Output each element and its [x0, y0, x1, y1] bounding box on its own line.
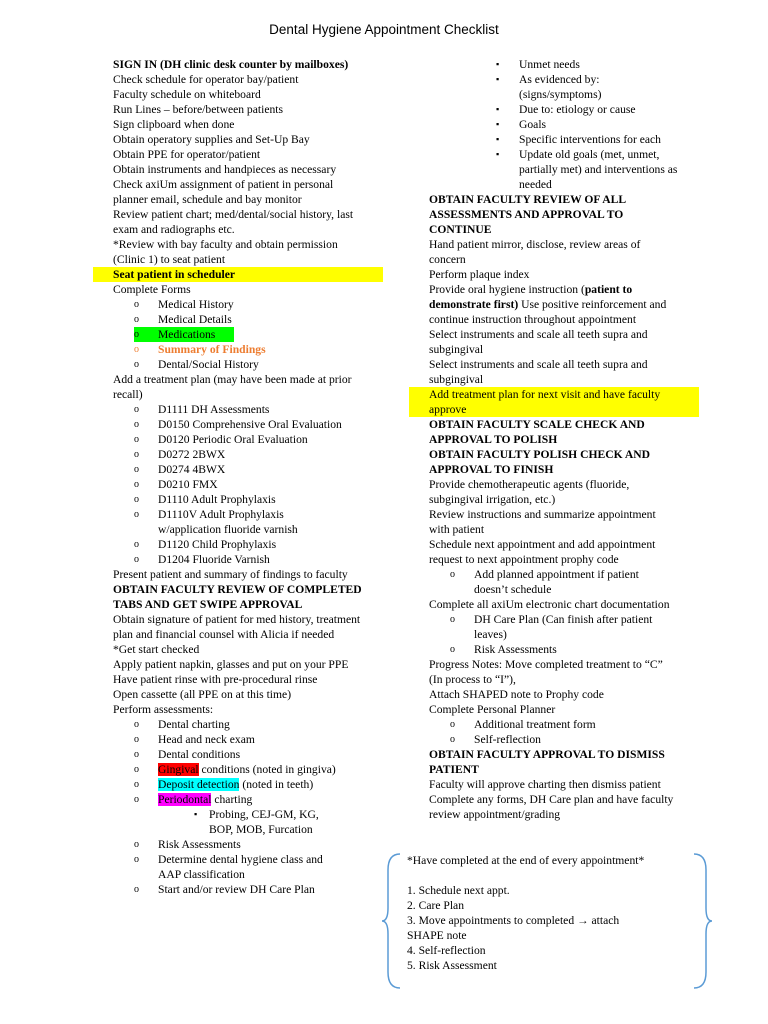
assess-item: o Determine dental hygiene class and AAP classification: [134, 853, 323, 881]
code-item: o D0120 Periodic Oral Evaluation: [134, 433, 308, 446]
attach-shaped-step: Attach SHAPED note to Prophy code: [429, 688, 604, 701]
form-item: o Medical Details: [134, 313, 232, 326]
summary-heading: *Have completed at the end of every appointment*: [407, 854, 645, 867]
plaque-step: Perform plaque index: [429, 268, 530, 281]
left-column: [113, 57, 363, 897]
apply-napkin-step: Apply patient napkin, glasses and put on your PPE: [113, 658, 349, 671]
circle-bullet-icon: o: [134, 329, 139, 340]
personal-planner-step: Complete Personal Planner: [429, 703, 556, 716]
circle-bullet-icon: o: [134, 479, 139, 490]
circle-bullet-icon: o: [134, 419, 139, 430]
code-item: o D1110 Adult Prophylaxis: [134, 493, 276, 506]
right-brace-icon: [690, 852, 714, 990]
circle-bullet-icon: o: [450, 614, 455, 625]
assess-item: o Head and neck exam: [134, 733, 255, 746]
dismiss-heading: OBTAIN FACULTY APPROVAL TO DISMISS PATIENT: [429, 748, 665, 776]
complete-forms-step: Complete any forms, DH Care plan and have faculty review appointment/grading: [429, 793, 674, 821]
summary-item: 4. Self-reflection: [407, 944, 486, 957]
complete-axium-step: Complete all axiUm electronic chart documentation: [429, 598, 670, 611]
code-item: o D0272 2BWX: [134, 448, 226, 461]
chemo-step: Provide chemotherapeutic agents (fluoride, subgingival irrigation, etc.): [429, 478, 630, 506]
assess-item: o Periodontal charting: [134, 793, 253, 806]
review-assessments-heading: OBTAIN FACULTY REVIEW OF ALL ASSESSMENTS AND APPROVAL TO CONTINUE: [429, 193, 626, 236]
circle-bullet-icon: o: [450, 734, 455, 745]
assess-item: o Deposit detection (noted in teeth): [134, 778, 314, 791]
sign-in-heading: SIGN IN (DH clinic desk counter by mailboxes): [113, 58, 349, 71]
perform-step: Perform assessments:: [113, 703, 214, 716]
code-item: o D0274 4BWX: [134, 463, 226, 476]
circle-bullet-icon: o: [134, 449, 139, 460]
bullet-item: ▪ Unmet needs: [496, 58, 580, 71]
square-bullet-icon: ▪: [496, 104, 500, 114]
circle-bullet-icon: o: [450, 719, 455, 730]
assess-item: o Start and/or review DH Care Plan: [134, 883, 315, 896]
assess-item: o Dental charting: [134, 718, 230, 731]
ohi-step: Provide oral hygiene instruction (patient to demonstrate first) Use positive reinforcement and continue instruction throughout appointment: [429, 283, 667, 326]
circle-bullet-icon: o: [134, 509, 139, 520]
assess-item: o Gingival conditions (noted in gingiva): [134, 763, 336, 776]
document-title: Dental Hygiene Appointment Checklist: [269, 22, 499, 37]
circle-bullet-icon: o: [134, 839, 139, 850]
schedule-next-step: Schedule next appointment and add appointment request to next appointment prophy code: [429, 538, 656, 566]
hand-mirror-step: Hand patient mirror, disclose, review areas of concern: [429, 238, 641, 266]
circle-bullet-icon: o: [134, 464, 139, 475]
step: Run Lines – before/between patients: [113, 103, 283, 116]
dh-care-plan-item: o DH Care Plan (Can finish after patient leaves): [450, 613, 653, 641]
bullet-item: ▪ Due to: etiology or cause: [496, 103, 636, 116]
left-brace-icon: [380, 852, 404, 990]
assess-item: o Dental conditions: [134, 748, 241, 761]
obtain-signature-step: Obtain signature of patient for med history, treatment plan and financial counsel with Alicia if needed: [113, 613, 361, 641]
step: Obtain instruments and handpieces as necessary: [113, 163, 337, 176]
planner-item: o Self-reflection: [450, 733, 541, 746]
circle-bullet-icon: o: [450, 644, 455, 655]
form-item: o Summary of Findings: [134, 343, 266, 356]
summary-item: 2. Care Plan: [407, 899, 464, 912]
code-item: o D0150 Comprehensive Oral Evaluation: [134, 418, 342, 431]
faculty-approve-step: Faculty will approve charting then dismiss patient: [429, 778, 661, 791]
circle-bullet-icon: o: [134, 554, 139, 565]
circle-bullet-icon: o: [134, 404, 139, 415]
code-item: o D1111 DH Assessments: [134, 403, 270, 416]
circle-bullet-icon: o: [134, 749, 139, 760]
summary-box: [407, 853, 687, 973]
square-bullet-icon: ▪: [496, 74, 500, 84]
form-item: o Dental/Social History: [134, 358, 259, 371]
scale-check-heading: OBTAIN FACULTY SCALE CHECK AND APPROVAL TO POLISH: [429, 418, 645, 446]
axium-check-step: Check axiUm assignment of patient in personal planner email, schedule and bay monitor: [113, 178, 334, 206]
bullet-item: ▪ As evidenced by: (signs/symptoms): [496, 73, 602, 101]
code-item: o D1110V Adult Prophylaxis w/application fluoride varnish: [134, 508, 298, 536]
bullet-item: ▪ Goals: [496, 118, 547, 131]
add-planned-item: o Add planned appointment if patient doesn’t schedule: [450, 568, 639, 596]
square-bullet-icon: ▪: [194, 809, 198, 819]
circle-bullet-icon: o: [134, 884, 139, 895]
circle-bullet-icon: o: [134, 794, 139, 805]
circle-bullet-icon: o: [134, 854, 139, 865]
present-step: Present patient and summary of findings to faculty: [113, 568, 348, 581]
circle-bullet-icon: o: [134, 359, 139, 370]
get-start-step: *Get start checked: [113, 643, 200, 656]
circle-bullet-icon: o: [134, 434, 139, 445]
bullet-item: ▪ Update old goals (met, unmet, partially met) and interventions as needed: [496, 148, 678, 191]
scale-step: Select instruments and scale all teeth supra and subgingival: [429, 328, 648, 356]
circle-bullet-icon: o: [134, 344, 139, 355]
planner-item: o Additional treatment form: [450, 718, 596, 731]
progress-notes-step: Progress Notes: Move completed treatment to “C” (In process to “I”),: [429, 658, 663, 686]
step: Obtain operatory supplies and Set-Up Bay: [113, 133, 310, 146]
square-bullet-icon: ▪: [496, 59, 500, 69]
form-item: o Medical History: [134, 298, 234, 311]
summary-item: 3. Move appointments to completed → attach SHAPE note: [407, 914, 620, 942]
right-column: [429, 57, 679, 822]
rinse-step: Have patient rinse with pre-procedural rinse: [113, 673, 318, 686]
summary-item: 1. Schedule next appt.: [407, 884, 510, 897]
form-item-highlighted: o Medications: [113, 327, 363, 342]
circle-bullet-icon: o: [134, 314, 139, 325]
bullet-item: ▪ Specific interventions for each: [496, 133, 661, 146]
square-bullet-icon: ▪: [496, 134, 500, 144]
review-chart-step: Review patient chart; med/dental/social history, last exam and radiographs etc.: [113, 208, 354, 236]
seat-patient-step: Seat patient in scheduler: [93, 267, 383, 282]
summary-item: 5. Risk Assessment: [407, 959, 497, 972]
faculty-review-heading: OBTAIN FACULTY REVIEW OF COMPLETED TABS AND GET SWIPE APPROVAL: [113, 583, 362, 611]
circle-bullet-icon: o: [134, 764, 139, 775]
step: Check schedule for operator bay/patient: [113, 73, 299, 86]
circle-bullet-icon: o: [450, 569, 455, 580]
assess-item: o Risk Assessments: [134, 838, 241, 851]
circle-bullet-icon: o: [134, 734, 139, 745]
step: Obtain PPE for operator/patient: [113, 148, 261, 161]
circle-bullet-icon: o: [134, 539, 139, 550]
cassette-step: Open cassette (all PPE on at this time): [113, 688, 292, 701]
step: Faculty schedule on whiteboard: [113, 88, 261, 101]
circle-bullet-icon: o: [134, 299, 139, 310]
risk-item: o Risk Assessments: [450, 643, 557, 656]
code-item: o D0210 FMX: [134, 478, 218, 491]
add-treatment-step: Add treatment plan for next visit and have faculty approve: [409, 387, 699, 417]
probing-item: ▪ Probing, CEJ-GM, KG, BOP, MOB, Furcation: [194, 808, 319, 836]
square-bullet-icon: ▪: [496, 149, 500, 159]
code-item: o D1120 Child Prophylaxis: [134, 538, 277, 551]
code-item: o D1204 Fluoride Varnish: [134, 553, 270, 566]
circle-bullet-icon: o: [134, 719, 139, 730]
scale-step: Select instruments and scale all teeth supra and subgingival: [429, 358, 648, 386]
step: Sign clipboard when done: [113, 118, 235, 131]
review-bay-step: *Review with bay faculty and obtain permission (Clinic 1) to seat patient: [113, 238, 338, 266]
polish-check-heading: OBTAIN FACULTY POLISH CHECK AND APPROVAL TO FINISH: [429, 448, 650, 476]
treatment-plan-step: Add a treatment plan (may have been made at prior recall): [113, 373, 352, 401]
circle-bullet-icon: o: [134, 779, 139, 790]
complete-forms-step: Complete Forms: [113, 283, 191, 296]
circle-bullet-icon: o: [134, 494, 139, 505]
square-bullet-icon: ▪: [496, 119, 500, 129]
review-instructions-step: Review instructions and summarize appointment with patient: [429, 508, 656, 536]
